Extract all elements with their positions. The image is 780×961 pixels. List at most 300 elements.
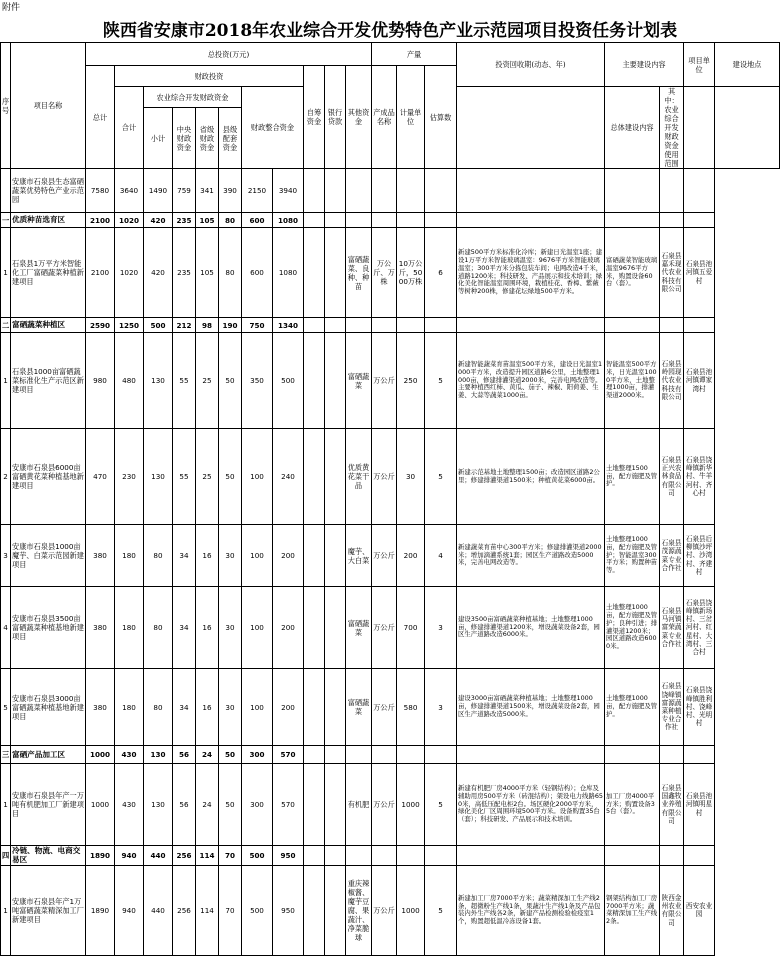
header-location: 建设地点 [715, 43, 780, 87]
cell-seq: 一 [1, 213, 11, 228]
cell-integration: 300 [242, 746, 273, 764]
cell-bank-loan [304, 169, 325, 213]
cell-scope: 加工厂房4000平方米；购置设备35台（套）。 [605, 764, 660, 846]
section-row [1, 846, 780, 866]
cell-project-name: 安康市石泉县年产1万吨富硒蔬菜精深加工厂新建项目 [11, 865, 86, 955]
header-project-unit: 项目单位 [684, 43, 715, 87]
attachment-label: 附件 [2, 3, 21, 13]
cell-content: 新建加工厂房7000平方米；蔬菜精深加工生产线2条，超微粉生产线1条，果蔬汁生产线1条及产品包装内外生产线各2条，新建产品检测检验检疫室1个，购置超低温冷冻设备1套。 [457, 865, 605, 955]
cell-scope: 土地整理1000亩，配方施肥及管护。 [605, 669, 660, 746]
cell-location [684, 169, 715, 213]
cell-subtotal: 80 [144, 669, 173, 746]
cell-total: 1000 [86, 746, 115, 764]
cell-integration: 600 [242, 213, 273, 228]
cell-content: 建设3000亩富硒蔬菜种植基地；土地整理1000亩，修建排灌渠道1500米，增设蔬菜设备2套，园区生产道路改造5000米。 [457, 669, 605, 746]
cell-unit [372, 169, 397, 213]
cell-central: 256 [173, 865, 196, 955]
cell-seq: 二 [1, 318, 11, 333]
cell-provincial: 98 [196, 318, 219, 333]
cell-central: 56 [173, 764, 196, 846]
cell-content [457, 213, 605, 228]
cell-seq: 1 [1, 333, 11, 429]
cell-product: 优质黄花菜干品 [346, 429, 372, 525]
cell-seq [1, 169, 11, 213]
header-overall-content: 总体建设内容 [605, 87, 660, 169]
cell-sum: 1020 [115, 228, 144, 318]
cell-bank-loan [304, 525, 325, 587]
cell-other-funds [325, 213, 346, 228]
cell-owner: 石泉县国鑫牧业养殖有限公司 [660, 764, 684, 846]
cell-owner: 石泉县正兴农林食品有限公司 [660, 429, 684, 525]
cell-county: 30 [219, 525, 242, 587]
cell-payback [425, 169, 457, 213]
cell-location [684, 846, 715, 866]
cell-content: 新建示范基地土地整理1500亩；改造园区道路2公里；修建排灌渠道1500米；种植黄花菜6000亩。 [457, 429, 605, 525]
header-subtotal: 小计 [144, 108, 173, 169]
table-row [1, 587, 780, 669]
cell-seq: 3 [1, 525, 11, 587]
cell-seq: 三 [1, 746, 11, 764]
cell-provincial: 105 [196, 228, 219, 318]
cell-provincial: 25 [196, 333, 219, 429]
cell-subtotal: 1490 [144, 169, 173, 213]
cell-bank-loan [304, 764, 325, 846]
cell-scope: 钢架结构加工厂房7000平方米；蔬菜精深加工生产线2条。 [605, 865, 660, 955]
cell-total: 980 [86, 333, 115, 429]
cell-seq: 1 [1, 764, 11, 846]
cell-integration: 2150 [242, 169, 273, 213]
table-row [1, 228, 780, 318]
header-sum: 合计 [115, 87, 144, 169]
cell-scope: 土地整理1000亩，配方施肥及管护；智能温室300平方米；购置种苗等。 [605, 525, 660, 587]
cell-other-funds [325, 169, 346, 213]
cell-content: 新建500平方米标准化冷库；新建日光温室1座；建设1万平方米智能玻璃温室：9676平方米智能玻璃温室；300平方米分拣包装车间；电网改造4千米，道路1200米；科技研发、产品展示和技术培训；绿化美化智能温室周围环境，栽植桂花、香樟、紫薇等树种200株，修建花坛绿地500平方米。 [457, 228, 605, 318]
cell-seq: 5 [1, 669, 11, 746]
cell-scope [605, 169, 660, 213]
cell-location: 石泉县池河镇谭家湾村 [684, 333, 715, 429]
cell-sum: 3640 [115, 169, 144, 213]
cell-bank-loan [304, 318, 325, 333]
cell-county: 50 [219, 429, 242, 525]
cell-sum: 430 [115, 764, 144, 846]
cell-bank-loan [304, 429, 325, 525]
header-fiscal-integration: 财政整合资金 [242, 87, 304, 169]
cell-central: 55 [173, 429, 196, 525]
total-row [1, 169, 780, 213]
cell-owner [660, 213, 684, 228]
cell-project-name: 安康市石泉县生态富硒蔬菜优势特色产业示范园 [11, 169, 86, 213]
table-row [1, 525, 780, 587]
header-agri-scope: 其中：农业综合开发财政资金使用范围 [660, 87, 684, 169]
cell-payback: 5 [425, 429, 457, 525]
cell-scope: 智能温室500平方米，日光温室1000平方米，土地整理1000亩，排灌渠道2000米。 [605, 333, 660, 429]
cell-payback: 4 [425, 525, 457, 587]
cell-subtotal: 440 [144, 846, 173, 866]
cell-bank-loan [304, 213, 325, 228]
cell-integration: 350 [242, 333, 273, 429]
cell-integration: 100 [242, 669, 273, 746]
cell-estimate: 200 [397, 525, 425, 587]
cell-subtotal: 130 [144, 764, 173, 846]
cell-content: 新建蔬菜育苗中心300平方米；修建排灌渠道2000米；增加滴灌系统1套；园区生产道路改造5000米，完善电网改造等。 [457, 525, 605, 587]
cell-product [346, 169, 372, 213]
section-row [1, 746, 780, 764]
cell-self-raised: 1340 [273, 318, 304, 333]
header-other-funds: 其他资金 [346, 66, 372, 169]
cell-owner [660, 746, 684, 764]
cell-seq: 1 [1, 865, 11, 955]
cell-provincial: 16 [196, 525, 219, 587]
cell-project-name: 安康市石泉县1000亩魔芋、白菜示范园新建项目 [11, 525, 86, 587]
cell-sum: 230 [115, 429, 144, 525]
cell-location: 石泉县池河镇五爱村 [684, 228, 715, 318]
cell-project-name: 石泉县1万平方米智能化工厂富硒蔬菜种植新建项目 [11, 228, 86, 318]
cell-payback [425, 318, 457, 333]
cell-project-name: 冷链、物流、电商交易区 [11, 846, 86, 866]
cell-location [684, 213, 715, 228]
cell-project-name: 安康市石泉县3500亩富硒蔬菜种植基地新建项目 [11, 587, 86, 669]
cell-scope: 富硒蔬菜智能玻璃温室9676平方米，购置设备60台（套）。 [605, 228, 660, 318]
cell-integration: 100 [242, 525, 273, 587]
cell-location: 石泉县饶峰镇新场村、三岔河村、红星村、大湾村、三合村 [684, 587, 715, 669]
cell-location: 石泉县后柳镇沙坪村、沙湾村、齐建村 [684, 525, 715, 587]
cell-location: 西安农业园 [684, 865, 715, 955]
table-row [1, 333, 780, 429]
cell-estimate [397, 213, 425, 228]
cell-bank-loan [304, 333, 325, 429]
cell-project-name: 安康市石泉县年产一万吨有机肥加工厂新建项目 [11, 764, 86, 846]
cell-self-raised: 1080 [273, 213, 304, 228]
cell-payback: 5 [425, 865, 457, 955]
header-bank-loan: 银行贷款 [325, 66, 346, 169]
cell-other-funds [325, 228, 346, 318]
cell-bank-loan [304, 865, 325, 955]
cell-subtotal: 130 [144, 429, 173, 525]
cell-estimate: 10万公斤，5000万株 [397, 228, 425, 318]
cell-central: 34 [173, 525, 196, 587]
cell-unit: 万公斤 [372, 429, 397, 525]
cell-provincial: 24 [196, 746, 219, 764]
cell-county: 390 [219, 169, 242, 213]
cell-estimate: 700 [397, 587, 425, 669]
cell-sum: 480 [115, 333, 144, 429]
table-row [1, 429, 780, 525]
cell-total: 2100 [86, 213, 115, 228]
cell-sum: 180 [115, 525, 144, 587]
cell-product [346, 846, 372, 866]
header-project-name: 项目名称 [11, 43, 86, 169]
cell-integration: 300 [242, 764, 273, 846]
cell-payback: 5 [425, 333, 457, 429]
cell-provincial: 105 [196, 213, 219, 228]
cell-payback: 3 [425, 669, 457, 746]
cell-scope: 土地整理1000亩，配方施肥及管护；良种引进；排灌渠道1200米；园区道路改造6000米。 [605, 587, 660, 669]
cell-county: 190 [219, 318, 242, 333]
cell-bank-loan [304, 669, 325, 746]
cell-subtotal: 500 [144, 318, 173, 333]
header-total: 总计 [86, 66, 115, 169]
cell-central: 34 [173, 587, 196, 669]
cell-self-raised: 570 [273, 764, 304, 846]
cell-scope [605, 213, 660, 228]
cell-location [684, 318, 715, 333]
cell-county: 70 [219, 865, 242, 955]
cell-county: 80 [219, 228, 242, 318]
cell-self-raised: 950 [273, 846, 304, 866]
cell-payback: 3 [425, 587, 457, 669]
header-unit-blank [684, 87, 715, 169]
cell-content: 新建智能蔬菜育苗温室500平方米，建设日光温室1000平方米，改造提升园区道路6公里，土地整理1000亩，修建排灌渠道2000米，完善电网改造等。主要种植西红柿、黄瓜、茄子、辣椒、阳荷姜、生姜、大蒜等蔬菜1000亩。 [457, 333, 605, 429]
cell-total: 1890 [86, 846, 115, 866]
cell-provincial: 114 [196, 846, 219, 866]
cell-product: 重庆辣椒酱、魔芋豆腐、果蔬汁、净菜脆球 [346, 865, 372, 955]
cell-product: 富硒蔬菜 [346, 333, 372, 429]
cell-integration: 500 [242, 865, 273, 955]
cell-product: 富硒蔬菜 [346, 587, 372, 669]
cell-project-name: 石泉县1000亩富硒蔬菜标准化生产示范区新建项目 [11, 333, 86, 429]
cell-seq: 2 [1, 429, 11, 525]
cell-product: 有机肥 [346, 764, 372, 846]
cell-estimate: 250 [397, 333, 425, 429]
cell-scope: 土地整理1500亩，配方施肥及管护。 [605, 429, 660, 525]
cell-total: 380 [86, 587, 115, 669]
cell-self-raised: 240 [273, 429, 304, 525]
cell-product [346, 213, 372, 228]
cell-self-raised: 950 [273, 865, 304, 955]
cell-location: 石泉县饶峰镇胜利村、饶峰村、光明村 [684, 669, 715, 746]
cell-owner [660, 169, 684, 213]
cell-unit: 万公斤 [372, 525, 397, 587]
header-county: 县级配套资金 [219, 108, 242, 169]
cell-estimate: 580 [397, 669, 425, 746]
cell-integration: 750 [242, 318, 273, 333]
cell-seq: 1 [1, 228, 11, 318]
cell-county: 80 [219, 213, 242, 228]
cell-owner: 石泉县嘉禾现代农业科技有限公司 [660, 228, 684, 318]
cell-estimate [397, 846, 425, 866]
cell-project-name: 安康市石泉县3000亩富硒蔬菜种植基地新建项目 [11, 669, 86, 746]
cell-central: 235 [173, 213, 196, 228]
cell-owner: 石泉县饶峰镇富源蔬菜种植专业合作社 [660, 669, 684, 746]
cell-unit: 万公斤 [372, 764, 397, 846]
cell-bank-loan [304, 228, 325, 318]
cell-owner: 石泉县茂源蔬菜专业合作社 [660, 525, 684, 587]
cell-provincial: 25 [196, 429, 219, 525]
cell-content [457, 169, 605, 213]
cell-other-funds [325, 669, 346, 746]
cell-unit: 万公斤、万株 [372, 228, 397, 318]
cell-other-funds [325, 746, 346, 764]
cell-self-raised: 200 [273, 669, 304, 746]
cell-product [346, 746, 372, 764]
cell-content [457, 746, 605, 764]
cell-self-raised: 200 [273, 587, 304, 669]
cell-subtotal: 420 [144, 213, 173, 228]
cell-total: 7580 [86, 169, 115, 213]
cell-owner [660, 318, 684, 333]
header-central: 中央财政资金 [173, 108, 196, 169]
cell-self-raised: 1080 [273, 228, 304, 318]
header-location-blank [715, 87, 780, 169]
cell-estimate: 1000 [397, 764, 425, 846]
cell-scope [605, 318, 660, 333]
cell-other-funds [325, 333, 346, 429]
section-row [1, 318, 780, 333]
cell-county: 50 [219, 333, 242, 429]
cell-total: 1000 [86, 764, 115, 846]
cell-owner: 陕西金州农业有限公司 [660, 865, 684, 955]
cell-product: 魔芋、大白菜 [346, 525, 372, 587]
cell-bank-loan [304, 587, 325, 669]
cell-self-raised: 500 [273, 333, 304, 429]
cell-provincial: 114 [196, 865, 219, 955]
cell-total: 380 [86, 669, 115, 746]
page-title: 陕西省安康市2018年农业综合开发优势特色产业示范园项目投资任务计划表 [102, 21, 678, 41]
cell-unit: 万公斤 [372, 669, 397, 746]
cell-unit: 万公斤 [372, 587, 397, 669]
header-main-content: 主要建设内容 [605, 43, 684, 87]
cell-product [346, 318, 372, 333]
cell-subtotal: 130 [144, 333, 173, 429]
cell-sum: 1020 [115, 213, 144, 228]
cell-owner: 石泉县岭园现代农业科技有限公司 [660, 333, 684, 429]
cell-provincial: 16 [196, 669, 219, 746]
cell-unit [372, 318, 397, 333]
cell-central: 55 [173, 333, 196, 429]
cell-self-raised: 200 [273, 525, 304, 587]
cell-location: 石泉县饶峰镇新华村、牛羊河村、齐心村 [684, 429, 715, 525]
header-seq: 序号 [1, 43, 11, 169]
investment-table [0, 42, 780, 956]
cell-project-name: 富硒蔬菜种植区 [11, 318, 86, 333]
table-row [1, 764, 780, 846]
cell-unit [372, 846, 397, 866]
cell-payback [425, 746, 457, 764]
cell-owner: 石泉县马河镇富荣蔬菜专业合作社 [660, 587, 684, 669]
header-total-investment: 总投资(万元) [86, 43, 372, 66]
header-self-raised: 自筹资金 [304, 66, 325, 169]
cell-unit: 万公斤 [372, 865, 397, 955]
cell-total: 2590 [86, 318, 115, 333]
cell-self-raised: 570 [273, 746, 304, 764]
cell-provincial: 341 [196, 169, 219, 213]
cell-other-funds [325, 587, 346, 669]
cell-central: 759 [173, 169, 196, 213]
cell-other-funds [325, 318, 346, 333]
cell-payback [425, 213, 457, 228]
cell-owner [660, 846, 684, 866]
cell-payback: 5 [425, 764, 457, 846]
table-row [1, 669, 780, 746]
cell-total: 1890 [86, 865, 115, 955]
cell-location: 石泉县池河镇明星村 [684, 764, 715, 846]
cell-total: 470 [86, 429, 115, 525]
cell-integration: 600 [242, 228, 273, 318]
cell-county: 50 [219, 746, 242, 764]
cell-sum: 940 [115, 865, 144, 955]
cell-product: 富硒蔬菜、良种、种苗 [346, 228, 372, 318]
header-payback-blank [457, 87, 605, 169]
cell-central: 56 [173, 746, 196, 764]
cell-content: 建设3500亩富硒蔬菜种植基地；土地整理1000亩，修建排灌渠道1200米，增设蔬菜设备2套，园区生产道路改造6000米。 [457, 587, 605, 669]
cell-sum: 940 [115, 846, 144, 866]
header-payback: 投资回收期(动态、年) [457, 43, 605, 87]
cell-content: 新建有机肥厂房4000平方米（轻钢结构）；仓库及辅助用房500平方米（砖混结构）；架设电力线路650米，高低压配电柜2台。场区硬化2000平方米，绿化美化厂区周围环境500平方米。设备购置35台（套）；科技研发、产品展示和技术培训。 [457, 764, 605, 846]
cell-central: 34 [173, 669, 196, 746]
cell-subtotal: 80 [144, 587, 173, 669]
cell-sum: 180 [115, 669, 144, 746]
cell-payback [425, 846, 457, 866]
cell-county: 30 [219, 587, 242, 669]
cell-provincial: 24 [196, 764, 219, 846]
cell-scope [605, 746, 660, 764]
cell-total: 380 [86, 525, 115, 587]
cell-unit [372, 213, 397, 228]
cell-integration: 500 [242, 846, 273, 866]
cell-bank-loan [304, 846, 325, 866]
cell-other-funds [325, 865, 346, 955]
cell-other-funds [325, 764, 346, 846]
cell-estimate [397, 746, 425, 764]
cell-central: 212 [173, 318, 196, 333]
cell-scope [605, 846, 660, 866]
cell-sum: 1250 [115, 318, 144, 333]
cell-self-raised: 3940 [273, 169, 304, 213]
header-output: 产量 [372, 43, 457, 66]
cell-project-name: 安康市石泉县6000亩富硒黄花菜种植基地新建项目 [11, 429, 86, 525]
cell-subtotal: 130 [144, 746, 173, 764]
cell-unit: 万公斤 [372, 333, 397, 429]
header-provincial: 省级财政资金 [196, 108, 219, 169]
header-unit: 计量单位 [397, 66, 425, 169]
cell-estimate [397, 318, 425, 333]
cell-sum: 430 [115, 746, 144, 764]
cell-project-name: 优质种苗选育区 [11, 213, 86, 228]
cell-subtotal: 420 [144, 228, 173, 318]
cell-integration: 100 [242, 587, 273, 669]
cell-central: 235 [173, 228, 196, 318]
cell-content [457, 318, 605, 333]
cell-provincial: 16 [196, 587, 219, 669]
cell-subtotal: 440 [144, 865, 173, 955]
section-row [1, 213, 780, 228]
cell-bank-loan [304, 746, 325, 764]
cell-county: 50 [219, 764, 242, 846]
header-fiscal-investment: 财政投资 [115, 66, 304, 87]
header-product-name: 产成品名称 [372, 66, 397, 169]
cell-payback: 6 [425, 228, 457, 318]
cell-central: 256 [173, 846, 196, 866]
cell-seq: 4 [1, 587, 11, 669]
cell-estimate: 30 [397, 429, 425, 525]
cell-seq: 四 [1, 846, 11, 866]
header-agri-fund: 农业综合开发财政资金 [144, 87, 242, 108]
cell-integration: 100 [242, 429, 273, 525]
cell-other-funds [325, 846, 346, 866]
cell-total: 2100 [86, 228, 115, 318]
cell-project-name: 富硒产品加工区 [11, 746, 86, 764]
cell-county: 30 [219, 669, 242, 746]
cell-county: 70 [219, 846, 242, 866]
cell-sum: 180 [115, 587, 144, 669]
cell-unit [372, 746, 397, 764]
cell-location [684, 746, 715, 764]
cell-content [457, 846, 605, 866]
cell-other-funds [325, 429, 346, 525]
cell-product: 富硒蔬菜 [346, 669, 372, 746]
cell-subtotal: 80 [144, 525, 173, 587]
table-row [1, 865, 780, 955]
